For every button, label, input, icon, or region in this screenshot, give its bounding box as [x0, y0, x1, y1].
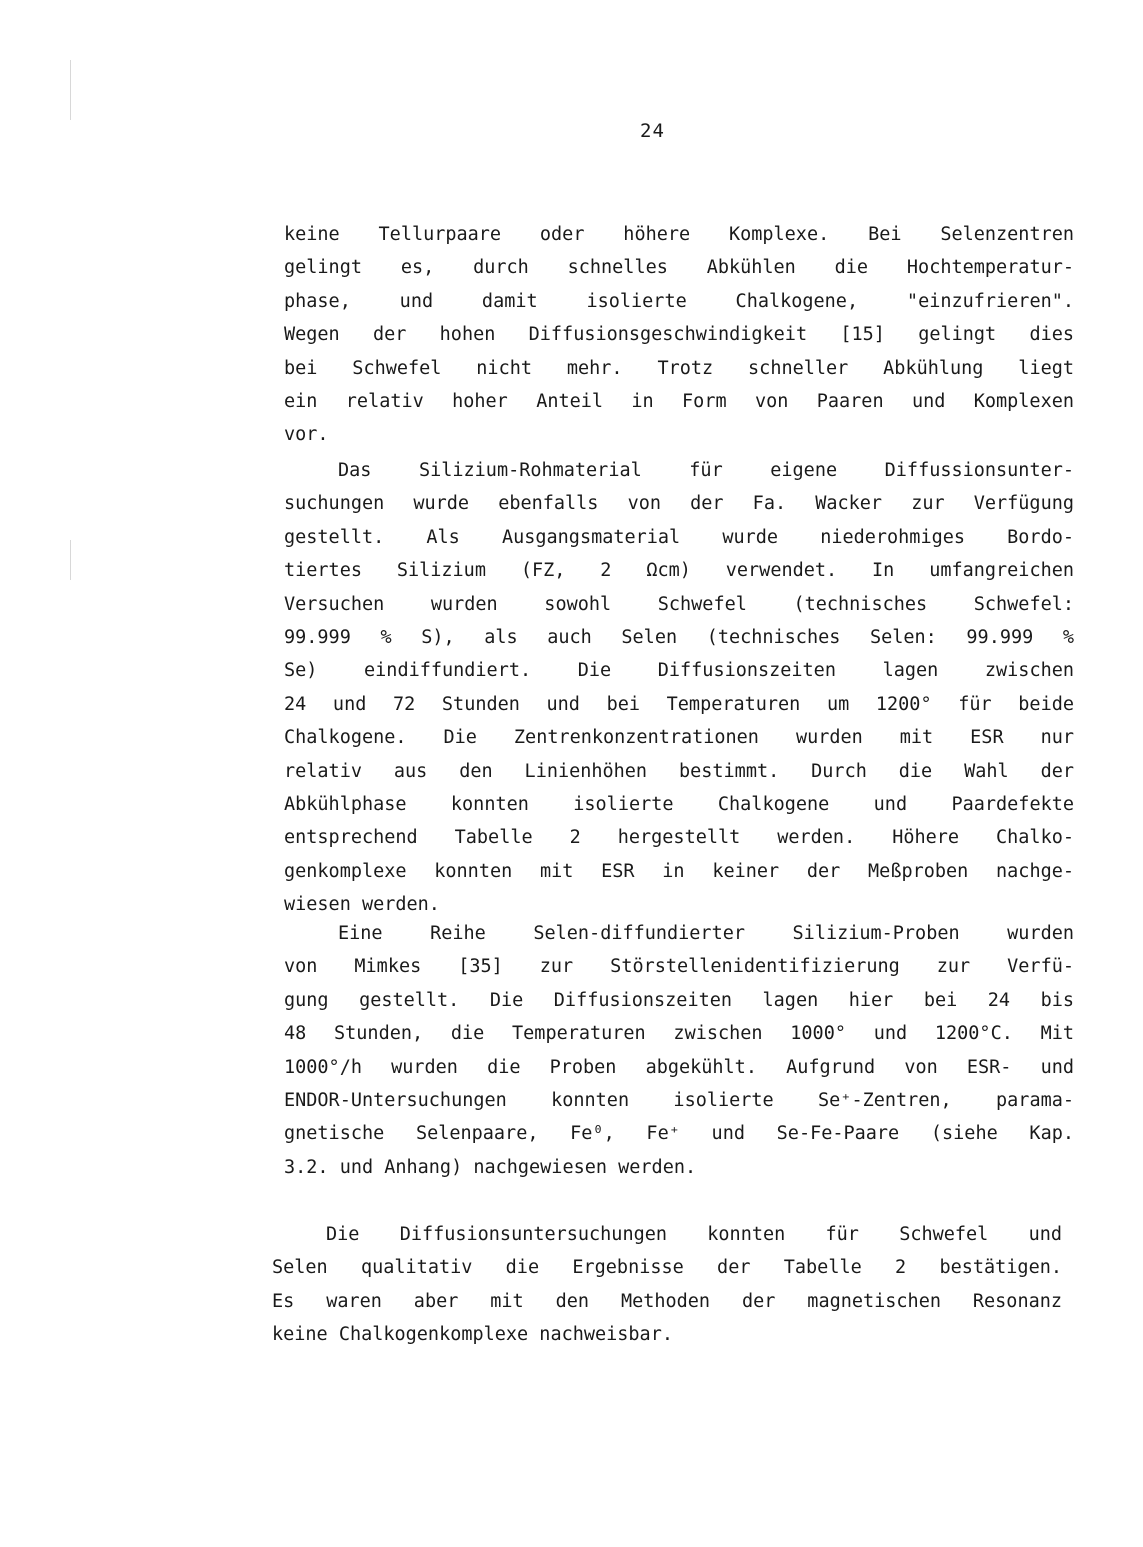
- text-line: keine Chalkogenkomplexe nachweisbar.: [272, 1324, 673, 1346]
- text-line: suchungen wurde ebenfalls von der Fa. Wacker zur Verfügung: [284, 493, 1074, 515]
- scan-margin-mark: [70, 60, 71, 120]
- text-line: Selen qualitativ die Ergebnisse der Tabelle 2 bestätigen.: [272, 1257, 1062, 1279]
- text-line: gnetische Selenpaare, Fe⁰, Fe⁺ und Se-Fe-Paare (siehe Kap.: [284, 1123, 1074, 1145]
- text-line: gung gestellt. Die Diffusionszeiten lagen hier bei 24 bis: [284, 989, 1074, 1011]
- text-line: ENDOR-Untersuchungen konnten isolierte Se⁺-Zentren, parama-: [284, 1089, 1074, 1111]
- text-line: 48 Stunden, die Temperaturen zwischen 1000° und 1200°C. Mit: [284, 1023, 1074, 1045]
- text-line: phase, und damit isolierte Chalkogene, "einzufrieren".: [284, 290, 1074, 312]
- page-number: 24: [640, 120, 665, 142]
- paragraph-3: [284, 917, 1074, 1184]
- text-line: relativ aus den Linienhöhen bestimmt. Durch die Wahl der: [284, 760, 1074, 782]
- text-line: keine Tellurpaare oder höhere Komplexe. Bei Selenzentren: [284, 224, 1074, 245]
- text-line: 24 und 72 Stunden und bei Temperaturen um 1200° für beide: [284, 693, 1074, 715]
- text-line: Das Silizium-Rohmaterial für eigene Diffussionsunter-: [338, 460, 1074, 481]
- text-line: ein relativ hoher Anteil in Form von Paaren und Komplexen: [284, 390, 1074, 412]
- text-line: bei Schwefel nicht mehr. Trotz schneller Abkühlung liegt: [284, 357, 1074, 379]
- text-line: 3.2. und Anhang) nachgewiesen werden.: [284, 1156, 697, 1178]
- paragraph-1: [284, 218, 1074, 452]
- text-line: gestellt. Als Ausgangsmaterial wurde niederohmiges Bordo-: [284, 526, 1074, 548]
- text-line: Versuchen wurden sowohl Schwefel (technisches Schwefel:: [284, 593, 1074, 615]
- text-line: Es waren aber mit den Methoden der magnetischen Resonanz: [272, 1290, 1062, 1312]
- paragraph-2: [284, 454, 1074, 921]
- text-line: vor.: [284, 424, 329, 446]
- text-line: Eine Reihe Selen-diffundierter Silizium-Proben wurden: [338, 923, 1074, 944]
- text-line: entsprechend Tabelle 2 hergestellt werden. Höhere Chalko-: [284, 827, 1074, 849]
- scan-margin-mark: [70, 540, 71, 580]
- text-line: tiertes Silizium (FZ, 2 Ωcm) verwendet. In umfangreichen: [284, 560, 1074, 582]
- text-line: genkomplexe konnten mit ESR in keiner der Meßproben nachge-: [284, 860, 1074, 882]
- text-line: wiesen werden.: [284, 894, 440, 916]
- paragraph-4: [272, 1218, 1062, 1352]
- text-line: Se) eindiffundiert. Die Diffusionszeiten lagen zwischen: [284, 660, 1074, 682]
- text-line: Chalkogene. Die Zentrenkonzentrationen wurden mit ESR nur: [284, 727, 1074, 749]
- text-line: von Mimkes [35] zur Störstellenidentifizierung zur Verfü-: [284, 956, 1074, 978]
- text-line: Die Diffusionsuntersuchungen konnten für Schwefel und: [326, 1224, 1062, 1245]
- text-line: gelingt es, durch schnelles Abkühlen die Hochtemperatur-: [284, 257, 1074, 279]
- text-line: 1000°/h wurden die Proben abgekühlt. Aufgrund von ESR- und: [284, 1056, 1074, 1078]
- text-line: Abkühlphase konnten isolierte Chalkogene und Paardefekte: [284, 793, 1074, 815]
- text-line: 99.999 % S), als auch Selen (technisches Selen: 99.999 %: [284, 626, 1074, 648]
- text-line: Wegen der hohen Diffusionsgeschwindigkeit [15] gelingt dies: [284, 324, 1074, 346]
